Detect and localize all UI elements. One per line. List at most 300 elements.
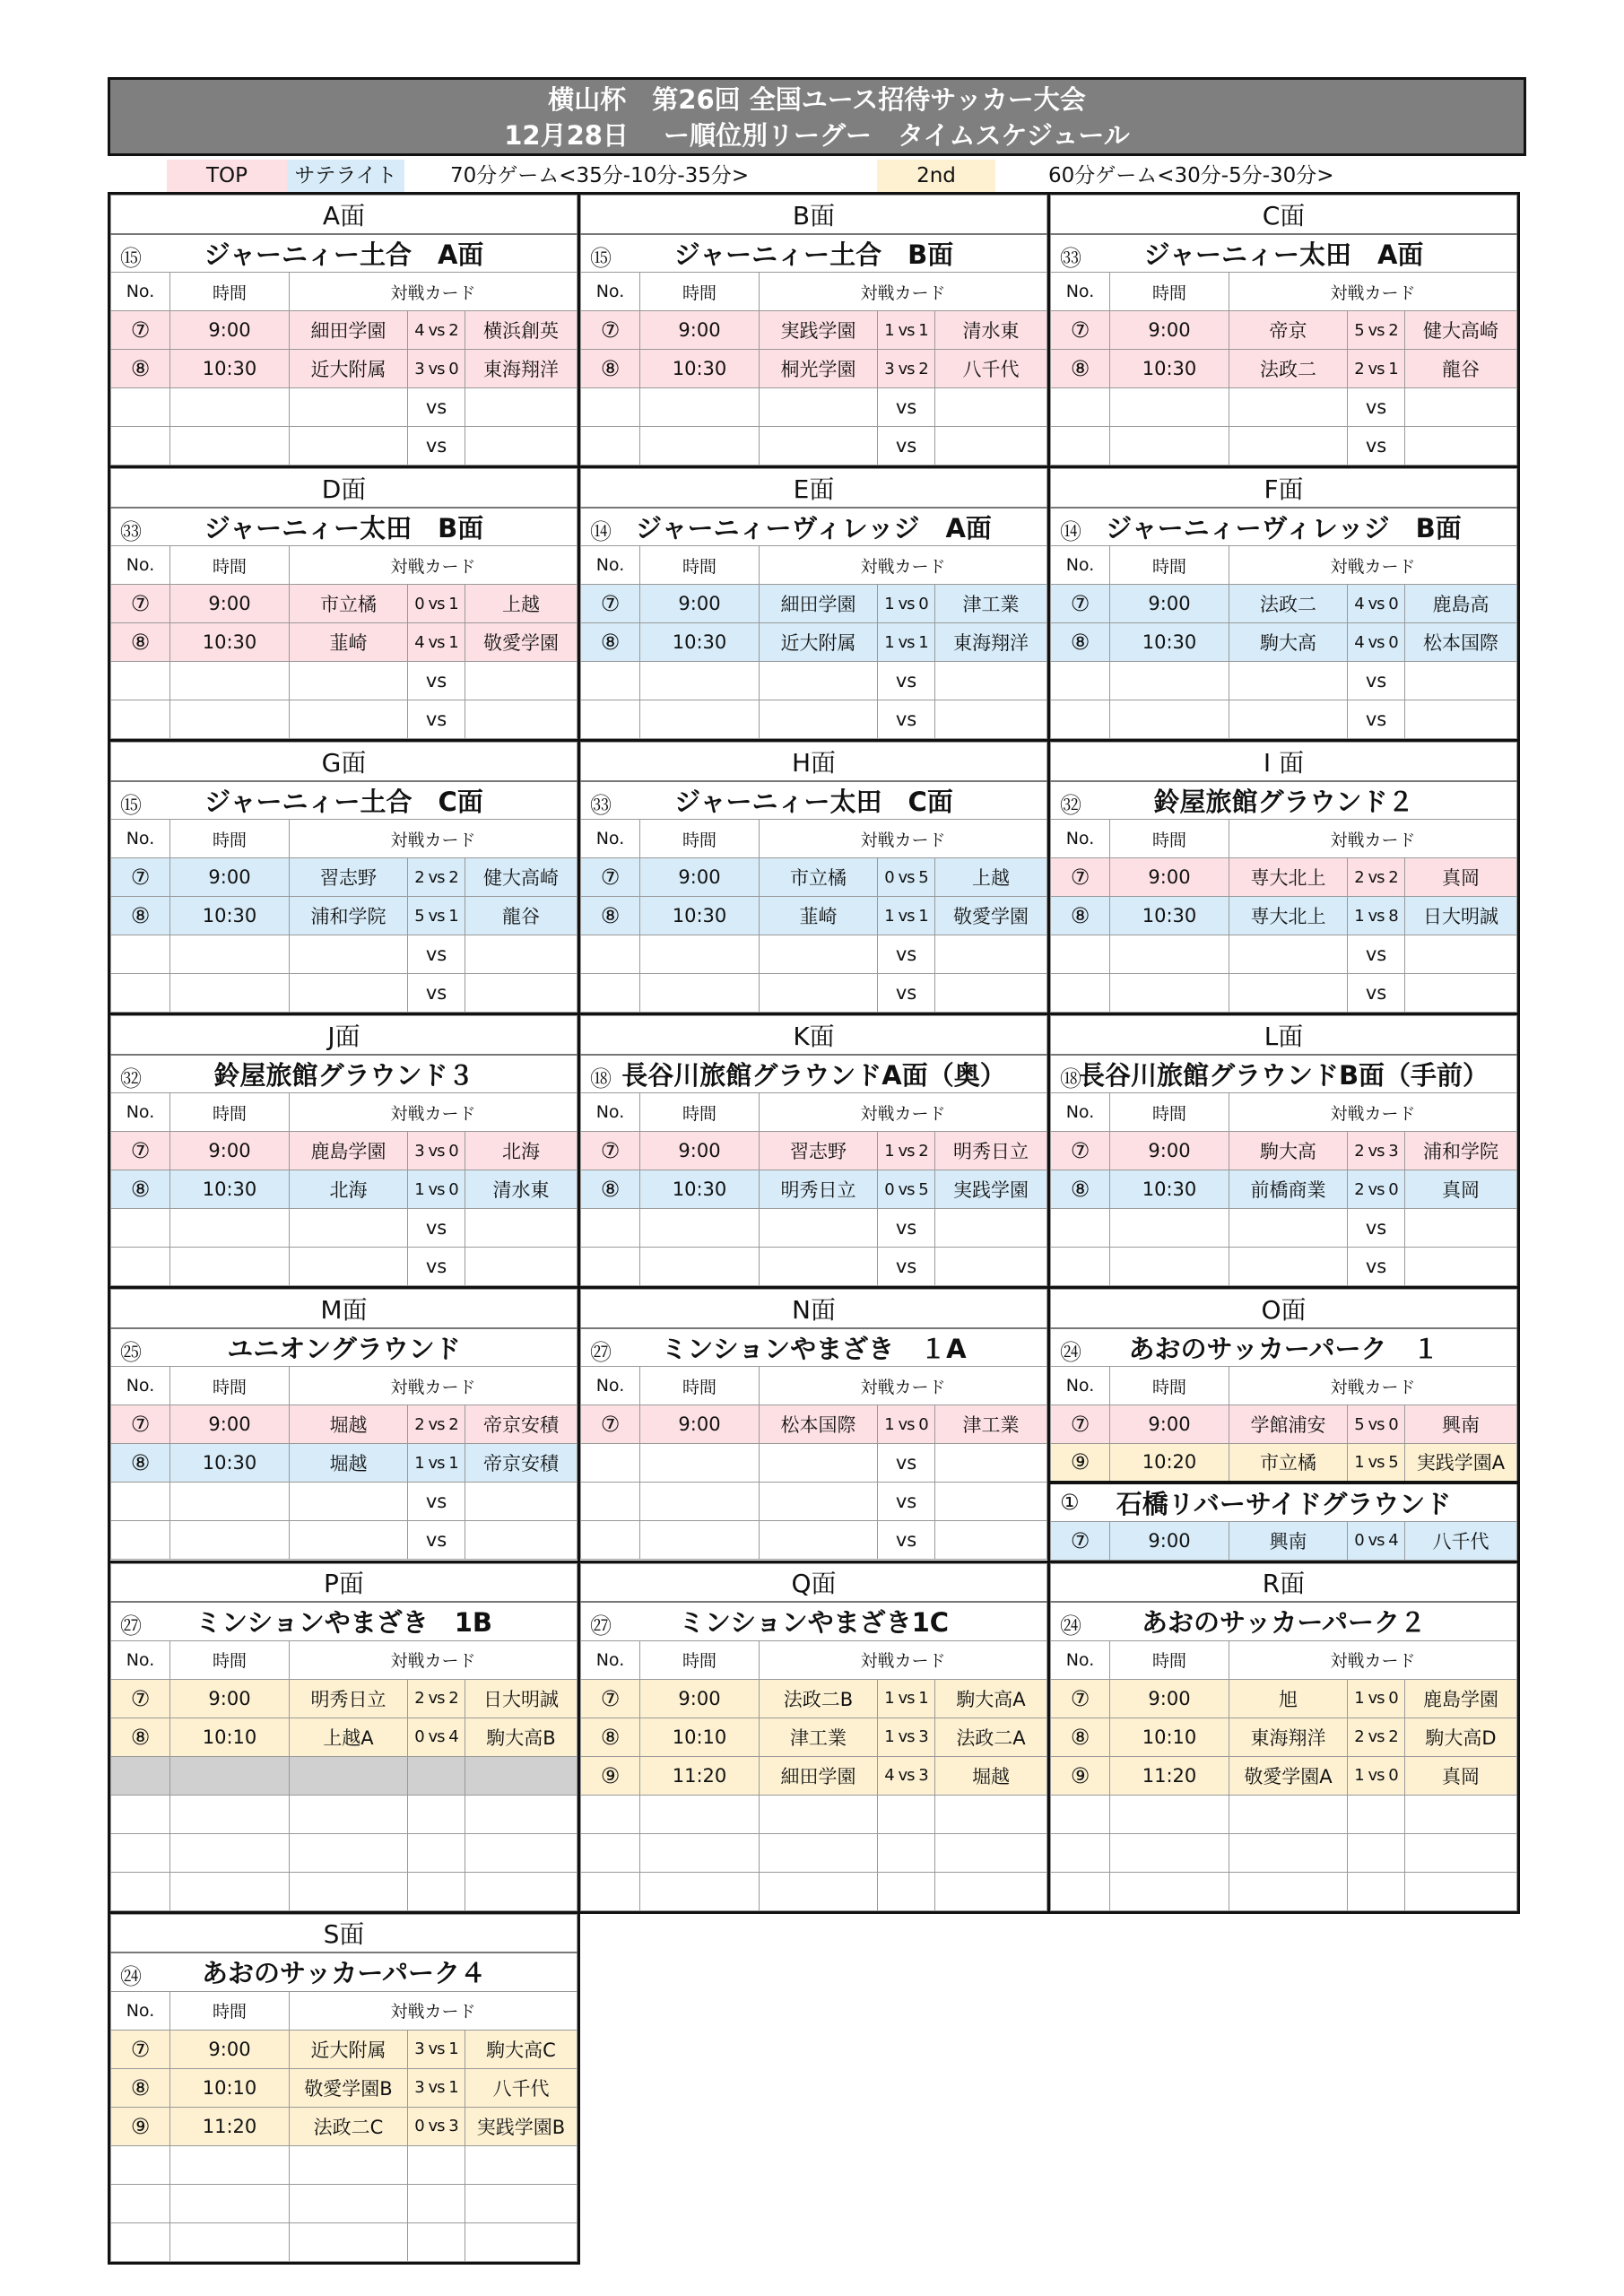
- header-time: 時間: [640, 546, 760, 585]
- match-row: [1051, 623, 1517, 662]
- match-time: 9:00: [640, 1679, 760, 1718]
- match-score: 0 vs 1: [408, 585, 465, 623]
- away-team: 堀越: [935, 1756, 1047, 1795]
- venue-name: [581, 1602, 1047, 1640]
- header-time: 時間: [170, 1367, 290, 1405]
- empty-cell: [640, 388, 760, 427]
- match-score: 2 vs 1: [1348, 350, 1405, 388]
- empty-cell: [465, 974, 578, 1013]
- panel-row: [108, 192, 1526, 465]
- home-team: 東海翔洋: [1229, 1718, 1348, 1756]
- venue-row: [111, 1055, 578, 1093]
- venue-name: [581, 508, 1047, 546]
- legend-2nd: 2nd: [877, 160, 995, 192]
- venue-number: ㉗: [120, 1613, 142, 1639]
- away-team: 清水東: [935, 311, 1047, 350]
- empty-cell: [1051, 1795, 1110, 1833]
- match-row: [1051, 1756, 1517, 1795]
- venue-number: ㉔: [1060, 1613, 1081, 1639]
- vs-label: vs: [1348, 427, 1405, 465]
- field-label: E面: [581, 469, 1047, 508]
- empty-cell: [1229, 662, 1348, 700]
- field-label: C面: [1051, 196, 1517, 234]
- header-card: 対戦カード: [760, 820, 1047, 858]
- empty-cell: [935, 1248, 1047, 1286]
- match-row: [111, 1795, 578, 1833]
- match-time: 10:30: [170, 1444, 290, 1483]
- match-row: [581, 1483, 1047, 1521]
- empty-cell: [1110, 388, 1229, 427]
- empty-cell: [465, 2222, 578, 2261]
- vs-label: vs: [1348, 388, 1405, 427]
- away-team: 浦和学院: [1405, 1132, 1517, 1170]
- panel-label-row: [581, 1563, 1047, 1602]
- match-score: 1 vs 1: [408, 1444, 465, 1483]
- vs-label: vs: [878, 974, 935, 1013]
- match-time: 10:30: [170, 623, 290, 662]
- vs-label: vs: [408, 974, 465, 1013]
- match-row: [111, 1756, 578, 1795]
- venue-row: [111, 1328, 578, 1367]
- column-header-row: [111, 273, 578, 311]
- empty-cell: [290, 1756, 408, 1795]
- panel-label-row: [111, 743, 578, 781]
- venue-number: ㉝: [120, 518, 142, 544]
- empty-cell: [581, 662, 640, 700]
- empty-cell: [760, 388, 878, 427]
- home-team: 敬愛学園A: [1229, 1756, 1348, 1795]
- away-team: 龍谷: [1405, 350, 1517, 388]
- empty-cell: [1229, 1248, 1348, 1286]
- vs-label: vs: [408, 662, 465, 700]
- vs-label: vs: [878, 1444, 935, 1483]
- empty-cell: [878, 1833, 935, 1872]
- match-row: [581, 1679, 1047, 1718]
- empty-cell: [170, 1833, 290, 1872]
- empty-cell: [581, 388, 640, 427]
- home-team: 実践学園: [760, 311, 878, 350]
- match-time: 10:30: [640, 350, 760, 388]
- match-number: ⑨: [1051, 1444, 1110, 1483]
- away-team: 日大明誠: [465, 1679, 578, 1718]
- panel-label-row: [1051, 1563, 1517, 1602]
- venue-row: [1051, 1602, 1517, 1640]
- header-time: 時間: [170, 273, 290, 311]
- header-no: No.: [111, 1991, 170, 2030]
- header-time: 時間: [170, 1991, 290, 2030]
- home-team: 韮崎: [760, 897, 878, 935]
- column-header-row: [1051, 546, 1517, 585]
- header-card: 対戦カード: [760, 1093, 1047, 1132]
- field-panel: [578, 465, 1050, 742]
- vs-label: vs: [878, 427, 935, 465]
- home-team: 駒大高: [1229, 1132, 1348, 1170]
- venue-title: あおのサッカーパーク２: [1142, 1607, 1426, 1639]
- empty-cell: [111, 427, 170, 465]
- panel-label-row: [581, 1290, 1047, 1328]
- empty-cell: [170, 1483, 290, 1521]
- empty-cell: [1229, 1833, 1348, 1872]
- venue-number: ㉕: [120, 1339, 142, 1365]
- header-time: 時間: [1110, 546, 1229, 585]
- venue-title: ジャーニィー太田 C面: [674, 786, 953, 817]
- legend: [108, 160, 1526, 192]
- empty-cell: [111, 935, 170, 974]
- empty-cell: [935, 662, 1047, 700]
- venue-number: ⑭: [590, 518, 612, 544]
- home-team: 近大附属: [290, 2030, 408, 2068]
- match-score: 1 vs 8: [1348, 897, 1405, 935]
- away-team: 真岡: [1405, 1170, 1517, 1209]
- venue-name: [1051, 1483, 1517, 1522]
- venue-name: [1051, 1328, 1517, 1367]
- vs-label: vs: [878, 662, 935, 700]
- empty-cell: [111, 700, 170, 739]
- empty-cell: [640, 1209, 760, 1248]
- match-score: 4 vs 2: [408, 311, 465, 350]
- home-team: 法政二: [1229, 585, 1348, 623]
- empty-cell: [170, 388, 290, 427]
- empty-cell: [111, 388, 170, 427]
- field-panel: [578, 1013, 1050, 1289]
- empty-cell: [935, 1872, 1047, 1910]
- header-card: 対戦カード: [290, 1367, 578, 1405]
- match-score: 2 vs 2: [408, 858, 465, 897]
- away-team: 上越: [935, 858, 1047, 897]
- legend-60min-rule: 60分ゲーム<30分-5分-30分>: [1048, 164, 1334, 187]
- match-score: 4 vs 0: [1348, 585, 1405, 623]
- match-row: [581, 1170, 1047, 1209]
- empty-cell: [760, 662, 878, 700]
- empty-cell: [1348, 1872, 1405, 1910]
- field-panel: [108, 739, 580, 1015]
- empty-cell: [581, 1795, 640, 1833]
- home-team: 細田学園: [290, 311, 408, 350]
- home-team: 敬愛学園B: [290, 2068, 408, 2107]
- venue-title: ミンションやまざき1C: [678, 1607, 950, 1639]
- match-number: ⑧: [111, 1170, 170, 1209]
- legend-satellite: サテライト: [287, 160, 404, 192]
- header-no: No.: [581, 546, 640, 585]
- vs-label: vs: [878, 1483, 935, 1521]
- home-team: 駒大高: [1229, 623, 1348, 662]
- match-number: ⑧: [1051, 350, 1110, 388]
- empty-cell: [1229, 388, 1348, 427]
- column-header-row: [581, 1093, 1047, 1132]
- venue-name: [1051, 508, 1517, 546]
- panel-label-row: [581, 196, 1047, 234]
- field-panel: [108, 1561, 580, 1914]
- venue-number: ㉜: [1060, 792, 1081, 818]
- field-label: L面: [1051, 1016, 1517, 1055]
- empty-cell: [1051, 1248, 1110, 1286]
- away-team: 健大高崎: [1405, 311, 1517, 350]
- header-card: 対戦カード: [290, 1991, 578, 2030]
- empty-cell: [640, 1483, 760, 1521]
- venue-name: [1051, 1602, 1517, 1640]
- column-header-row: [111, 1991, 578, 2030]
- panel-label-row: [111, 1563, 578, 1602]
- empty-cell: [878, 1795, 935, 1833]
- empty-cell: [935, 1209, 1047, 1248]
- venue-row: [1051, 508, 1517, 546]
- empty-cell: [581, 1833, 640, 1872]
- empty-cell: [1405, 700, 1517, 739]
- match-row: [581, 700, 1047, 739]
- match-row: [111, 623, 578, 662]
- match-score: 3 vs 1: [408, 2030, 465, 2068]
- match-number: ⑦: [581, 311, 640, 350]
- away-team: 実践学園A: [1405, 1444, 1517, 1483]
- title-line-2: 12月28日 ー順位別リーグー タイムスケジュール: [504, 120, 1130, 151]
- panel-label-row: [581, 1016, 1047, 1055]
- match-time: 9:00: [1110, 1521, 1229, 1560]
- venue-name: [581, 1328, 1047, 1367]
- home-team: 津工業: [760, 1718, 878, 1756]
- venue-row: [1051, 234, 1517, 273]
- empty-cell: [111, 974, 170, 1013]
- venue-number: ㉔: [1060, 1339, 1081, 1365]
- home-team: 専大北上: [1229, 858, 1348, 897]
- vs-label: vs: [1348, 700, 1405, 739]
- match-time: 9:00: [170, 858, 290, 897]
- empty-cell: [170, 1521, 290, 1560]
- match-row: [111, 311, 578, 350]
- match-row: [581, 1405, 1047, 1444]
- away-team: 帝京安積: [465, 1444, 578, 1483]
- empty-cell: [465, 1872, 578, 1910]
- match-time: 9:00: [640, 311, 760, 350]
- home-team: 習志野: [760, 1132, 878, 1170]
- venue-row: [1051, 1328, 1517, 1367]
- empty-cell: [1051, 700, 1110, 739]
- header-no: No.: [111, 1093, 170, 1132]
- empty-cell: [408, 2184, 465, 2222]
- match-score: 1 vs 0: [408, 1170, 465, 1209]
- match-time: 10:30: [1110, 350, 1229, 388]
- match-score: 2 vs 2: [1348, 858, 1405, 897]
- column-header-row: [111, 1093, 578, 1132]
- away-team: 実践学園: [935, 1170, 1047, 1209]
- match-time: 10:30: [640, 623, 760, 662]
- match-score: 2 vs 3: [1348, 1132, 1405, 1170]
- field-label: K面: [581, 1016, 1047, 1055]
- empty-cell: [465, 1521, 578, 1560]
- empty-cell: [290, 388, 408, 427]
- match-number: ⑦: [1051, 1679, 1110, 1718]
- empty-cell: [935, 1521, 1047, 1560]
- empty-cell: [465, 935, 578, 974]
- venue-title: ミンションやまざき １A: [661, 1333, 967, 1364]
- match-time: 9:00: [170, 585, 290, 623]
- empty-cell: [170, 427, 290, 465]
- venue-name: [581, 1055, 1047, 1093]
- match-row: [1051, 897, 1517, 935]
- venue-title: ジャーニィーヴィレッジ A面: [636, 512, 992, 544]
- match-time: 10:30: [640, 897, 760, 935]
- venue-name: [1051, 1055, 1517, 1093]
- empty-cell: [1229, 1209, 1348, 1248]
- match-row: [581, 1718, 1047, 1756]
- empty-cell: [290, 1248, 408, 1286]
- venue-title: ジャーニィー太田 B面: [204, 512, 484, 544]
- header-time: 時間: [1110, 1093, 1229, 1132]
- empty-cell: [760, 935, 878, 974]
- away-team: 清水東: [465, 1170, 578, 1209]
- empty-cell: [1405, 1209, 1517, 1248]
- empty-cell: [465, 427, 578, 465]
- empty-cell: [111, 2222, 170, 2261]
- panel-row: [108, 1286, 1526, 1561]
- venue-number: ㉗: [590, 1339, 612, 1365]
- match-score: 1 vs 3: [878, 1718, 935, 1756]
- empty-cell: [170, 2145, 290, 2184]
- empty-cell: [465, 1248, 578, 1286]
- empty-cell: [760, 700, 878, 739]
- match-time: 10:20: [1110, 1444, 1229, 1483]
- venue-number: ⑭: [1060, 518, 1081, 544]
- match-time: 10:10: [640, 1718, 760, 1756]
- vs-label: vs: [408, 1521, 465, 1560]
- match-score: 1 vs 5: [1348, 1444, 1405, 1483]
- away-team: 鹿島高: [1405, 585, 1517, 623]
- venue-number: ㉝: [1060, 245, 1081, 271]
- match-score: 4 vs 1: [408, 623, 465, 662]
- venue-number: ⑱: [1060, 1065, 1081, 1091]
- venue-name: [1051, 781, 1517, 820]
- home-team: 法政二B: [760, 1679, 878, 1718]
- away-team: 八千代: [935, 350, 1047, 388]
- column-header-row: [1051, 1093, 1517, 1132]
- empty-cell: [465, 1833, 578, 1872]
- vs-label: vs: [1348, 1248, 1405, 1286]
- venue-name: [581, 234, 1047, 273]
- empty-cell: [935, 1795, 1047, 1833]
- venue-row: [111, 234, 578, 273]
- match-row: [111, 700, 578, 739]
- match-number: ⑨: [581, 1756, 640, 1795]
- match-time: 9:00: [1110, 1679, 1229, 1718]
- header-no: No.: [581, 1367, 640, 1405]
- match-number: ⑦: [581, 585, 640, 623]
- empty-cell: [1110, 700, 1229, 739]
- empty-cell: [465, 1795, 578, 1833]
- home-team: 細田学園: [760, 1756, 878, 1795]
- empty-cell: [290, 1483, 408, 1521]
- panel-label-row: [111, 1016, 578, 1055]
- match-score: 0 vs 5: [878, 1170, 935, 1209]
- field-label: D面: [111, 469, 578, 508]
- match-number: ⑦: [111, 311, 170, 350]
- match-number: ⑧: [581, 350, 640, 388]
- away-team: 東海翔洋: [935, 623, 1047, 662]
- vs-label: vs: [408, 388, 465, 427]
- header-time: 時間: [170, 820, 290, 858]
- match-row: [111, 974, 578, 1013]
- empty-cell: [170, 1795, 290, 1833]
- column-header-row: [1051, 820, 1517, 858]
- empty-cell: [760, 1248, 878, 1286]
- panel-row: [108, 1911, 1526, 2262]
- away-team: 北海: [465, 1132, 578, 1170]
- away-team: 八千代: [465, 2068, 578, 2107]
- panel-label-row: [1051, 196, 1517, 234]
- match-time: 9:00: [1110, 1132, 1229, 1170]
- match-row: [111, 2107, 578, 2145]
- match-time: 9:00: [640, 858, 760, 897]
- match-row: [1051, 388, 1517, 427]
- field-label: F面: [1051, 469, 1517, 508]
- home-team: 帝京: [1229, 311, 1348, 350]
- column-header-row: [1051, 1367, 1517, 1405]
- empty-cell: [581, 700, 640, 739]
- match-time: 10:10: [170, 1718, 290, 1756]
- match-time: 10:30: [640, 1170, 760, 1209]
- empty-cell: [465, 1483, 578, 1521]
- match-row: [1051, 700, 1517, 739]
- panel-row: [108, 1013, 1526, 1286]
- venue-row: [581, 234, 1047, 273]
- match-score: 0 vs 5: [878, 858, 935, 897]
- page-title: [108, 77, 1526, 156]
- field-panel: [108, 1911, 580, 2265]
- empty-cell: [111, 1833, 170, 1872]
- match-row: [111, 585, 578, 623]
- empty-cell: [170, 2184, 290, 2222]
- empty-cell: [640, 427, 760, 465]
- empty-cell: [170, 700, 290, 739]
- match-number: ⑨: [1051, 1756, 1110, 1795]
- match-score: 1 vs 0: [878, 585, 935, 623]
- vs-label: vs: [1348, 935, 1405, 974]
- legend-70min-rule: 70分ゲーム<35分-10分-35分>: [450, 164, 750, 187]
- venue-number: ㉝: [590, 792, 612, 818]
- venue-number: ⑮: [120, 245, 142, 271]
- field-panel: [1047, 1286, 1520, 1563]
- empty-cell: [290, 2145, 408, 2184]
- empty-cell: [290, 935, 408, 974]
- header-card: 対戦カード: [1229, 820, 1517, 858]
- venue-row: [111, 508, 578, 546]
- home-team: 北海: [290, 1170, 408, 1209]
- header-no: No.: [581, 820, 640, 858]
- match-row: [1051, 427, 1517, 465]
- match-row: [581, 1756, 1047, 1795]
- field-panel: [578, 1561, 1050, 1914]
- match-row: [581, 427, 1047, 465]
- home-team: 堀越: [290, 1405, 408, 1444]
- match-number: ⑦: [111, 1679, 170, 1718]
- match-number: ⑦: [581, 1405, 640, 1444]
- match-row: [581, 935, 1047, 974]
- match-row: [111, 2145, 578, 2184]
- match-time: 9:00: [170, 2030, 290, 2068]
- match-row: [581, 1209, 1047, 1248]
- empty-cell: [465, 2145, 578, 2184]
- panel-label-row: [1051, 1290, 1517, 1328]
- header-no: No.: [111, 1640, 170, 1679]
- home-team: 法政二: [1229, 350, 1348, 388]
- empty-cell: [581, 427, 640, 465]
- match-time: 10:30: [170, 897, 290, 935]
- vs-label: vs: [1348, 1209, 1405, 1248]
- away-team: 津工業: [935, 1405, 1047, 1444]
- venue-name: [581, 781, 1047, 820]
- match-row: [1051, 1795, 1517, 1833]
- match-score: 1 vs 0: [1348, 1756, 1405, 1795]
- header-no: No.: [581, 273, 640, 311]
- vs-label: vs: [408, 1483, 465, 1521]
